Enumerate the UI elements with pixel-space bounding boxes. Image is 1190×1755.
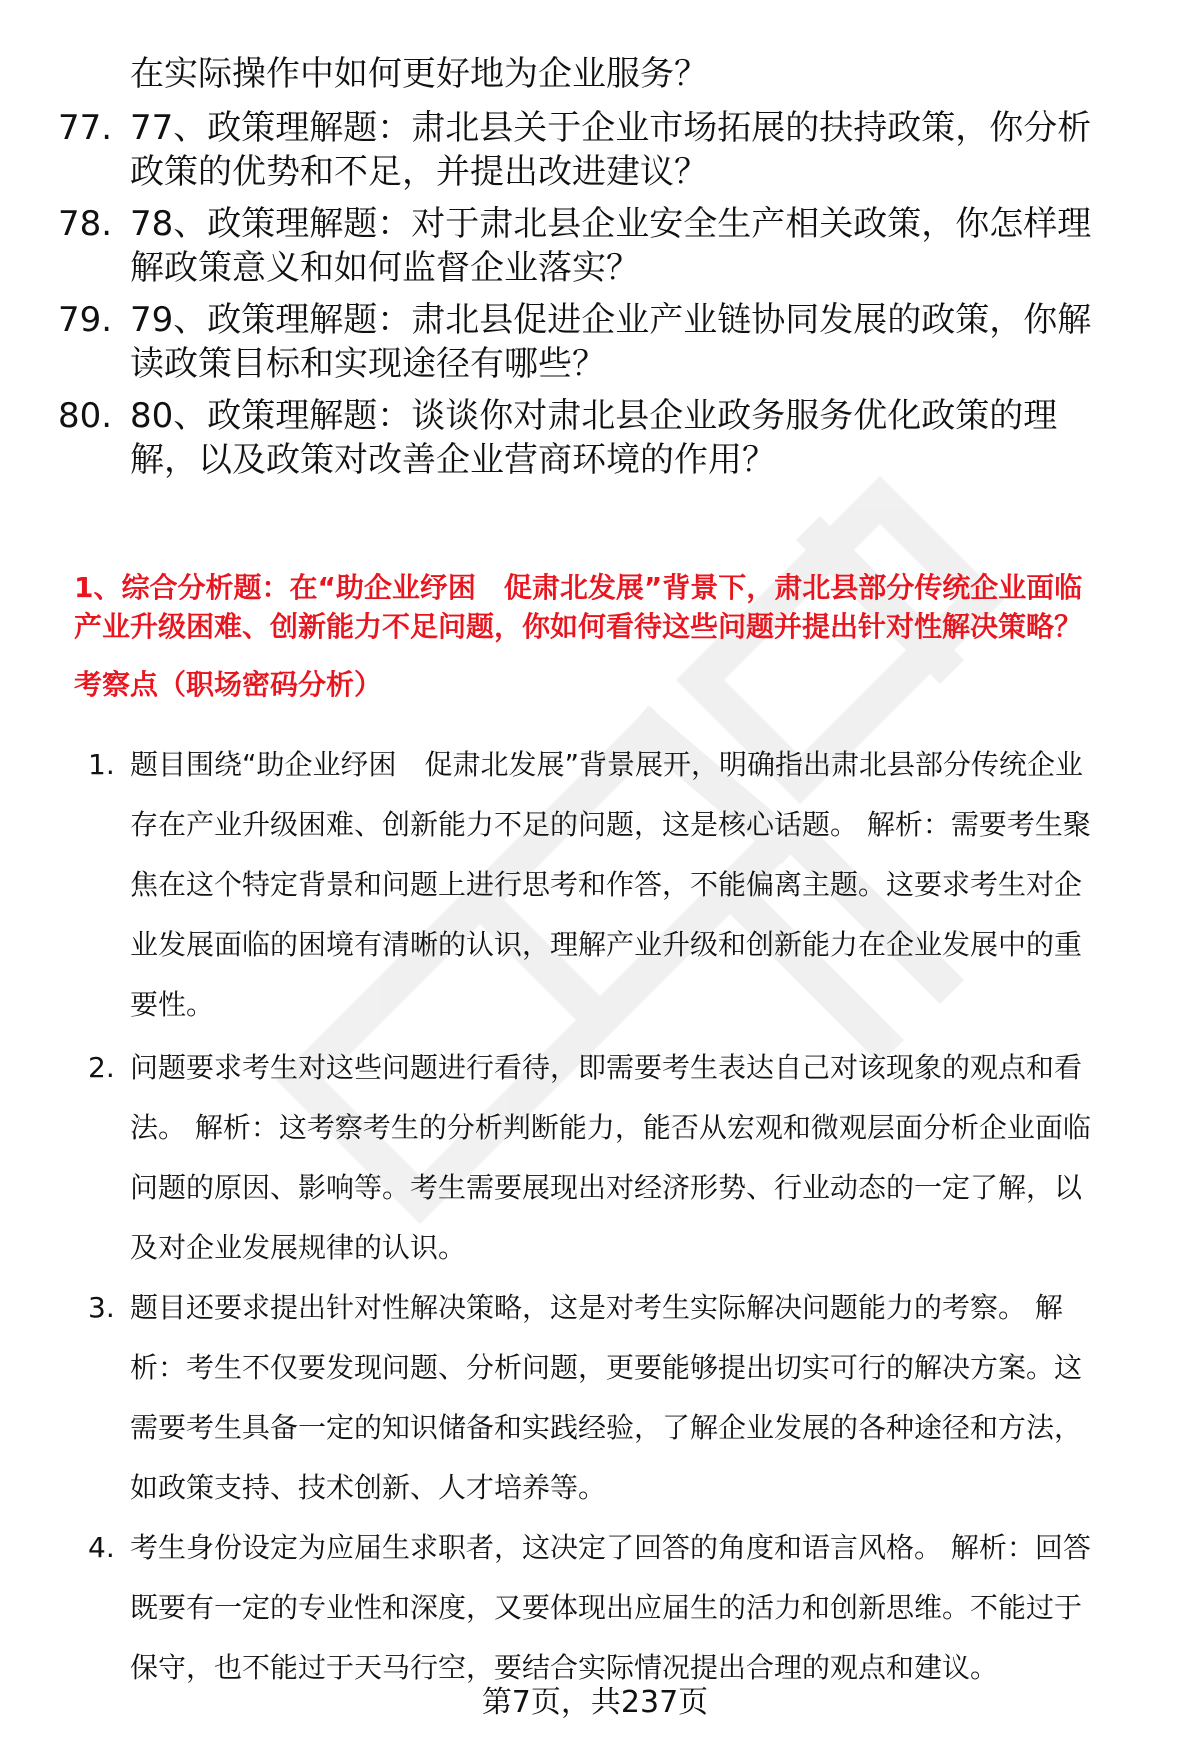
point-line: 题目还要求提出针对性解决策略，这是对考生实际解决问题能力的考察。 解 (130, 1291, 1063, 1324)
item-line: 解，以及政策对改善企业营商环境的作用？ (130, 440, 776, 480)
item-line: 77、政策理解题：肃北县关于企业市场拓展的扶持政策，你分析 (130, 108, 1092, 148)
heading-line: 产业升级困难、创新能力不足问题，你如何看待这些问题并提出针对性解决策略？ (74, 610, 1083, 643)
point-line: 保守，也不能过于天马行空，要结合实际情况提出合理的观点和建议。 (130, 1651, 999, 1684)
item-text (130, 298, 1190, 386)
point-text (130, 1518, 1190, 1698)
point-text (130, 1278, 1190, 1518)
point-line: 问题要求考生对这些问题进行看待，即需要考生表达自己对该现象的观点和看 (130, 1051, 1083, 1084)
point-line: 法。 解析：这考察考生的分析判断能力，能否从宏观和微观层面分析企业面临 (130, 1111, 1091, 1144)
point-line: 焦在这个特定背景和问题上进行思考和作答，不能偏离主题。这要求考生对企 (130, 868, 1083, 901)
item-line: 79、政策理解题：肃北县促进企业产业链协同发展的政策，你解 (130, 300, 1092, 340)
point-line: 需要考生具备一定的知识储备和实践经验，了解企业发展的各种途径和方法， (130, 1411, 1083, 1444)
point-number: 1. (88, 748, 115, 781)
item-number: 77. (58, 108, 113, 148)
item-text (130, 202, 1190, 290)
point-number: 4. (88, 1531, 115, 1564)
point-line: 考生身份设定为应届生求职者，这决定了回答的角度和语言风格。 解析：回答 (130, 1531, 1091, 1564)
point-line: 要性。 (130, 988, 215, 1021)
section-heading (74, 568, 1154, 646)
point-number: 3. (88, 1291, 115, 1324)
point-text (130, 735, 1190, 1035)
point-line: 题目围绕“助企业纾困 促肃北发展”背景展开，明确指出肃北县部分传统企业 (130, 748, 1084, 781)
point-line: 析：考生不仅要发现问题、分析问题，更要能够提出切实可行的解决方案。这 (130, 1351, 1083, 1384)
item-text (130, 394, 1190, 482)
continued-line: 在实际操作中如何更好地为企业服务？ (130, 54, 708, 94)
item-line: 78、政策理解题：对于肃北县企业安全生产相关政策，你怎样理 (130, 204, 1092, 244)
point-number: 2. (88, 1051, 115, 1084)
item-text (130, 106, 1190, 194)
section-subheading: 考察点（职场密码分析） (74, 668, 383, 701)
heading-line: 1、综合分析题：在“助企业纾困 促肃北发展”背景下，肃北县部分传统企业面临 (74, 571, 1083, 604)
item-number: 78. (58, 204, 113, 244)
item-line: 政策的优势和不足，并提出改进建议？ (130, 152, 708, 192)
point-line: 存在产业升级困难、创新能力不足的问题，这是核心话题。 解析：需要考生聚 (130, 808, 1091, 841)
point-line: 问题的原因、影响等。考生需要展现出对经济形势、行业动态的一定了解，以 (130, 1171, 1083, 1204)
point-line: 如政策支持、技术创新、人才培养等。 (130, 1471, 607, 1504)
item-line: 读政策目标和实现途径有哪些？ (130, 344, 606, 384)
item-line: 解政策意义和如何监督企业落实？ (130, 248, 640, 288)
point-line: 业发展面临的困境有清晰的认识，理解产业升级和创新能力在企业发展中的重 (130, 928, 1083, 961)
item-number: 80. (58, 396, 113, 436)
point-line: 及对企业发展规律的认识。 (130, 1231, 467, 1264)
point-line: 既要有一定的专业性和深度，又要体现出应届生的活力和创新思维。不能过于 (130, 1591, 1083, 1624)
page-footer: 第7页，共237页 (481, 1685, 709, 1720)
point-text (130, 1038, 1190, 1278)
item-number: 79. (58, 300, 113, 340)
item-line: 80、政策理解题：谈谈你对肃北县企业政务服务优化政策的理 (130, 396, 1058, 436)
